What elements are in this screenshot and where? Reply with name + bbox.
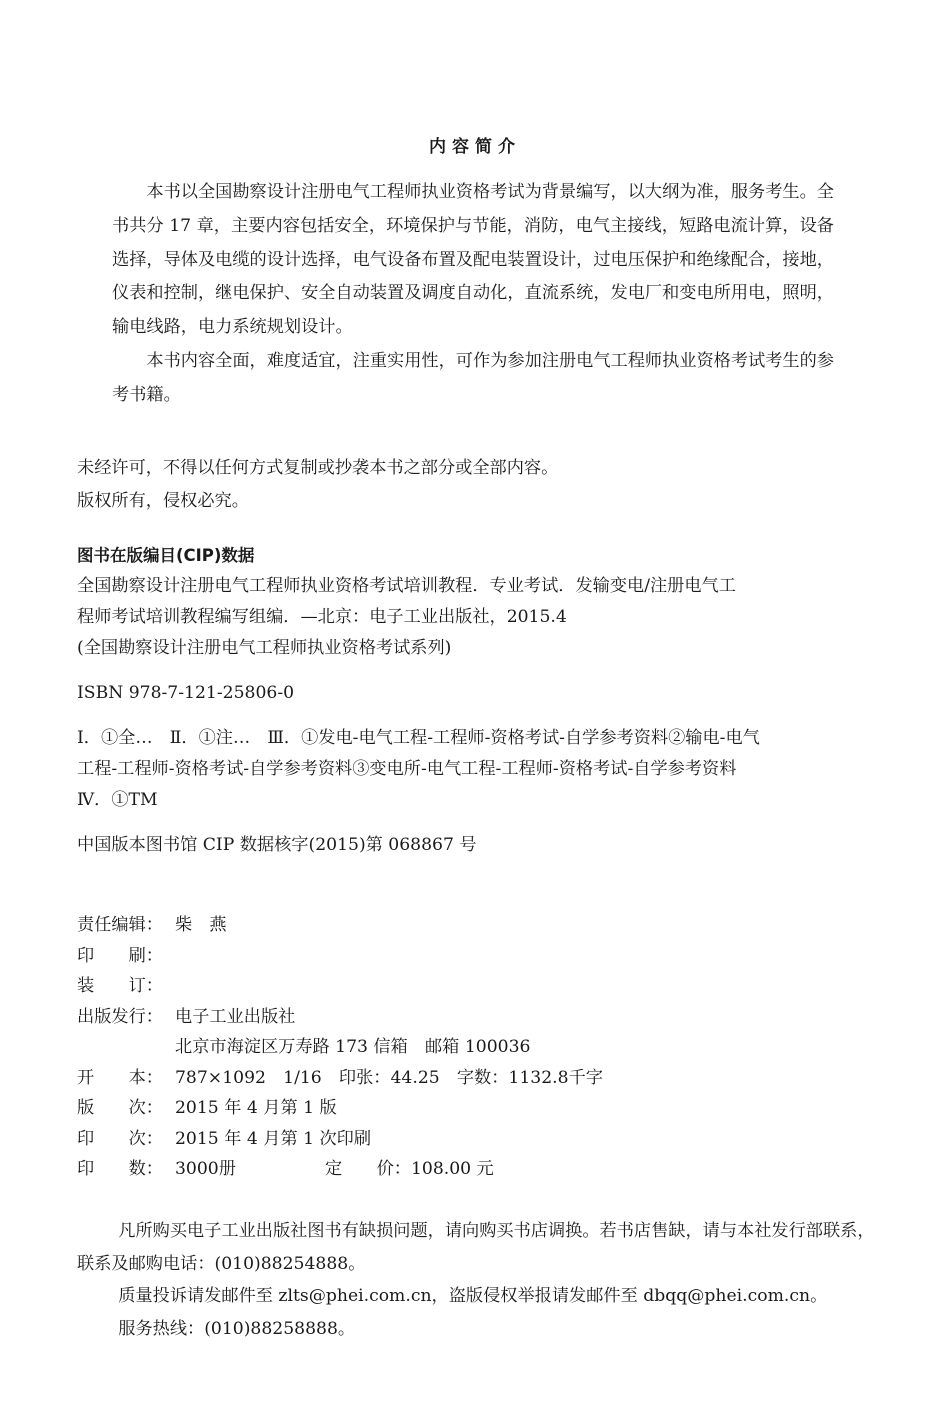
cip-heading: 图书在版编目(CIP)数据	[77, 546, 255, 565]
cip-series: (全国勘察设计注册电气工程师执业资格考试系列)	[77, 638, 452, 658]
editor-label: 责任编辑：	[77, 915, 163, 935]
synopsis-paragraph-2: 本书内容全面，难度适宜，注重实用性，可作为参加注册电气工程师执业资格考试考生的参考书籍。	[112, 350, 834, 405]
customer-notice	[77, 1215, 877, 1345]
cip-gap	[77, 709, 877, 723]
impression-value: 2015 年 4 月第 1 次印刷	[175, 1128, 372, 1149]
publisher-row	[77, 1002, 603, 1033]
cip-isbn: ISBN 978-7-121-25806-0	[77, 683, 295, 703]
cip-classification-1: Ⅰ．①全… Ⅱ．①注… Ⅲ．①发电-电气工程-工程师-资格考试-自学参考资料②输电-电气	[77, 728, 760, 748]
cip-record-number: 中国版本图书馆 CIP 数据核字(2015)第 068867 号	[77, 835, 477, 855]
cip-line-1: 全国勘察设计注册电气工程师执业资格考试培训教程．专业考试．发输变电/注册电气工	[77, 576, 736, 596]
printer-row	[77, 941, 603, 972]
copies-price-row	[77, 1154, 603, 1185]
printer-label: 印 刷：	[77, 945, 163, 966]
publisher-address: 北京市海淀区万寿路 173 信箱 邮箱 100036	[175, 1037, 531, 1057]
publisher-label: 出版发行：	[77, 1006, 163, 1027]
cip-data-section	[77, 540, 877, 861]
cip-line-2: 程师考试培训教程编写组编．—北京：电子工业出版社，2015.4	[77, 607, 567, 627]
synopsis-paragraph-1: 本书以全国勘察设计注册电气工程师执业资格考试为背景编写，以大纲为准，服务考生。全书共分 17 章，主要内容包括安全，环境保护与节能，消防，电气主接线，短路电流计算，设备选择，导体及电缆的设计选择，电气设备布置及配电装置设计，过电压保护和绝缘配合，接地，仪表和控制，继电保护、安全自动装置及调度自动化，直流系统，发电厂和变电所用电，照明，输电线路，电力系统规划设计。	[112, 182, 834, 338]
edition-label: 版 次：	[77, 1098, 163, 1118]
rights-notice	[77, 452, 558, 518]
synopsis-section	[112, 176, 834, 413]
impression-label: 印 次：	[77, 1128, 163, 1149]
cip-gap	[77, 664, 877, 678]
copies-value: 3000册	[175, 1159, 236, 1179]
publisher-value: 电子工业出版社	[175, 1006, 296, 1027]
notice-email: 质量投诉请发邮件至 zlts@phei.com.cn，盗版侵权举报请发邮件至 dbqq@phei.com.cn。	[118, 1286, 828, 1306]
price-label: 定 价：	[325, 1159, 411, 1179]
synopsis-title: 内容简介	[429, 137, 521, 157]
editor-row	[77, 910, 603, 941]
address-indent	[77, 1032, 175, 1063]
cip-classification-3: Ⅳ．①TM	[77, 790, 158, 810]
format-value: 787×1092 1/16 印张：44.25 字数：1132.8千字	[175, 1067, 603, 1088]
binding-row	[77, 971, 603, 1002]
cip-classification-2: 工程-工程师-资格考试-自学参考资料③变电所-电气工程-工程师-资格考试-自学参考资料	[77, 759, 737, 779]
price-value: 108.00 元	[410, 1159, 494, 1179]
edition-row	[77, 1093, 603, 1124]
notice-replacement: 凡所购买电子工业出版社图书有缺损问题，请向购买书店调换。若书店售缺，请与本社发行部联系，联系及邮购电话：(010)88254888。	[77, 1221, 875, 1274]
impression-row	[77, 1124, 603, 1155]
address-row	[77, 1032, 603, 1063]
binding-label: 装 订：	[77, 976, 163, 996]
rights-line-2: 版权所有，侵权必究。	[77, 491, 249, 511]
edition-value: 2015 年 4 月第 1 版	[175, 1098, 337, 1118]
publishing-info	[77, 910, 603, 1185]
rights-line-1: 未经许可，不得以任何方式复制或抄袭本书之部分或全部内容。	[77, 458, 559, 478]
cip-gap	[77, 816, 877, 830]
format-row	[77, 1063, 603, 1094]
notice-hotline: 服务热线：(010)88258888。	[118, 1318, 356, 1339]
editor-value: 柴 燕	[175, 915, 227, 935]
copies-label: 印 数：	[77, 1159, 163, 1179]
format-label: 开 本：	[77, 1067, 163, 1088]
